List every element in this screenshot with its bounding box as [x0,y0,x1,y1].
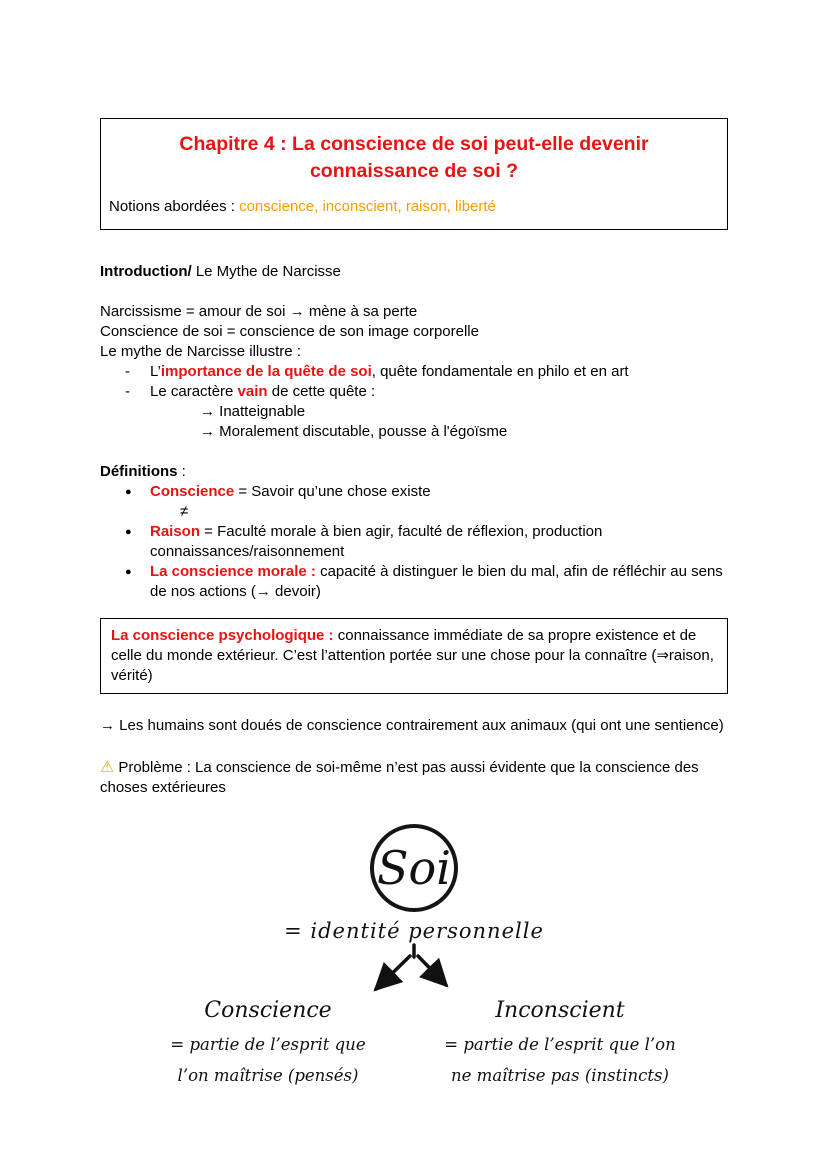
item1-pre: L’ [150,363,161,380]
b1-rest: = Savoir qu’une chose existe [234,483,431,500]
sub-arrow-1: → Inatteignable [200,403,306,420]
intro-line-1: Narcissisme = amour de soi → mène à sa perte [100,303,418,320]
inconscient-branch [440,998,680,1091]
definitions-heading-bold: Définitions [100,463,178,480]
identity-label: = identité personnelle [284,919,544,943]
b2-rest: = Faculté morale à bien agir, faculté de réflexion, production connaissances/raisonnement [150,523,603,560]
dash-item-text [150,382,728,402]
dash-marker: - [125,363,130,380]
bullet-item-raison [125,522,728,562]
dash-item-vain [125,382,728,402]
soi-circle [370,824,458,912]
sub-arrow-2: → Moralement discutable, pousse à l'égoïsme [200,423,508,440]
inconscient-line-2: ne maîtrise pas (instincts) [451,1066,669,1085]
bullet-item-text [150,522,728,562]
bullet-item-conscience-morale [125,562,728,602]
item2-post: de cette quête : [267,383,376,400]
inconscient-line-1: = partie de l’esprit que l’on [444,1035,676,1054]
conscience-title: Conscience [204,998,332,1023]
humans-line: → Les humains sont doués de conscience contrairement aux animaux (qui ont une sentience) [100,717,724,734]
dash-marker: - [125,383,130,400]
psych-box-red: La conscience psychologique : [111,627,334,644]
soi-diagram [100,824,728,1091]
warning-icon: ⚠ [100,759,115,776]
intro-line-2: Conscience de soi = conscience de son image corporelle [100,323,479,340]
definitions-heading-rest: : [177,463,186,480]
bullet-marker: ● [125,566,132,578]
dash-item-text [150,362,728,382]
b2-red: Raison [150,523,201,540]
conscience-branch [148,998,388,1091]
definitions-heading [100,462,728,482]
b3-rest: capacité à distinguer le bien du mal, afin de réfléchir au sens de nos actions (→ devoir) [150,563,723,600]
item1-red: importance de la quête de soi [160,363,372,380]
conscience-line-1: = partie de l’esprit que [170,1035,366,1054]
document-content [100,118,728,1091]
chapter-header-box [100,118,728,230]
bullet-item-text [150,482,728,502]
not-equal-symbol: ≠ [180,503,189,520]
conscience-line-2: l’on maîtrise (pensés) [177,1066,359,1085]
psych-box-rest: connaissance immédiate de sa propre existence et de celle du monde extérieur. C’est l’attention portée sur une chose pour la connaître (⇒raison, vérité) [111,627,714,684]
dash-item-quete [125,362,728,382]
item2-red: vain [237,383,268,400]
notions-line [109,197,719,217]
split-arrows-icon [314,943,514,1001]
bullet-marker: ● [125,486,132,498]
psychological-conscience-box [100,618,728,694]
intro-heading [100,262,728,282]
intro-heading-bold: Introduction/ [100,263,192,280]
item1-post: , quête fondamentale en philo et en art [371,363,629,380]
bullet-item-text [150,562,728,602]
bullet-item-conscience [125,482,728,502]
problem-line [100,758,728,798]
bullet-marker: ● [125,526,132,538]
b1-red: Conscience [150,483,235,500]
notions-label: Notions abordées : [109,198,240,215]
inconscient-title: Inconscient [495,998,625,1023]
notions-value: conscience, inconscient, raison, liberté [239,198,496,215]
chapter-title: Chapitre 4 : La conscience de soi peut-elle devenir connaissance de soi ? [179,133,649,182]
intro-heading-rest: Le Mythe de Narcisse [191,263,341,280]
problem-text: Problème : La conscience de soi-même n’est pas aussi évidente que la conscience des choses extérieures [100,759,699,796]
soi-label: Soi [377,841,451,895]
diagram-branches [100,998,728,1091]
intro-line-3: Le mythe de Narcisse illustre : [100,343,301,360]
item2-pre: Le caractère [150,383,238,400]
b3-red: La conscience morale : [150,563,316,580]
